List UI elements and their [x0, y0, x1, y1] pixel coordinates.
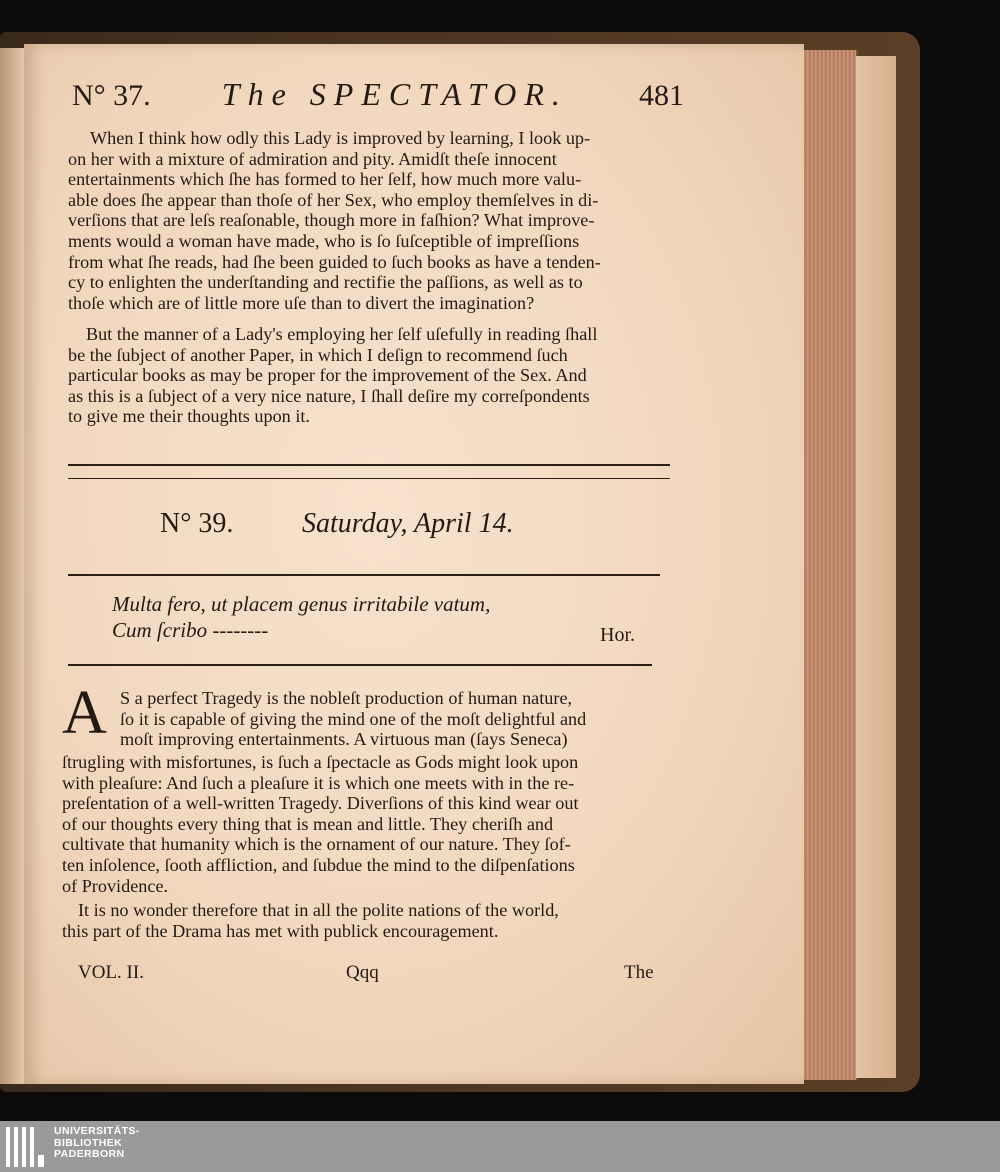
footer-signature: Qqq — [346, 962, 379, 983]
paragraph-1: When I think how odly this Lady is improved by learning, I look up- on her with a mixture of admiration and pity. Amidſt theſe innocent entertainments which ſhe has formed to her ſelf, how much more valu- able does ſhe appear than thoſe of her Sex, who employ themſelves in di- verſions that are leſs reaſonable, though more in faſhion? What improve- ments would a woman have made, who is ſo ſuſceptible of impreſſions from what ſhe reads, had ſhe been guided to ſuch books as have a tenden- cy to enlighten the underſtanding and rectifie the paſſions, as well as to thoſe which are of little more uſe than to divert the imagination? — [68, 128, 601, 313]
flyleaf — [856, 56, 896, 1078]
left-page-edge — [0, 48, 26, 1084]
motto-author: Hor. — [600, 624, 635, 646]
drop-cap: A — [62, 679, 107, 747]
essay-lead-lines: S a perfect Tragedy is the nobleſt production of human nature, ſo it is capable of giving the mind one of the moſt delightful and moſt improving entertainments. A virtuous man (ſays Seneca) — [120, 688, 587, 750]
rule-below-motto — [68, 664, 652, 666]
issue-date: Saturday, April 14. — [302, 508, 514, 539]
page-number: 481 — [638, 79, 684, 112]
library-name — [54, 1126, 140, 1161]
footer-volume: VOL. II. — [78, 962, 144, 983]
rule-above-motto — [68, 574, 660, 576]
issue-heading — [160, 508, 560, 548]
library-line-1: UNIVERSITÄTS- — [54, 1125, 140, 1137]
header-title: The SPECTATOR. — [221, 76, 568, 112]
footer-catchword: The — [624, 962, 654, 983]
library-bar — [0, 1121, 1000, 1172]
library-line-3: PADERBORN — [54, 1148, 125, 1160]
essay-paragraph-2: It is no wonder therefore that in all the polite nations of the world, this part of the Drama has met with publick encouragement. — [62, 900, 559, 941]
double-rule-bottom — [68, 478, 670, 479]
paragraph-2: But the manner of a Lady's employing her ſelf uſefully in reading ſhall be the ſubject of another Paper, in which I deſign to recommend ſuch particular books as may be proper for the improvement of the Sex. And as this is a ſubject of a very nice nature, I ſhall deſire my correſpondents to give me their thoughts upon it. — [68, 324, 598, 427]
library-logo-icon — [4, 1125, 48, 1169]
motto-line-1: Multa fero, ut placem genus irritabile vatum, — [112, 592, 491, 616]
issue-number: N° 39. — [160, 508, 234, 539]
double-rule-top — [68, 464, 670, 466]
page-edges — [796, 50, 858, 1080]
library-line-2: BIBLIOTHEK — [54, 1136, 123, 1149]
essay-body: ſtrugling with misfortunes, is ſuch a ſpectacle as Gods might look upon with pleaſure: And ſuch a pleaſure it is which one meets with in the re- preſentation of a well-written Tragedy. Diverſions of this kind wear out of our thoughts every thing that is mean and little. They cheriſh and cultivate that humanity which is the ornament of our nature. They ſof- ten inſolence, ſooth affliction, and ſubdue the mind to the diſpenſations of Providence. — [62, 752, 579, 896]
motto-line-2: Cum ſcribo -------- — [112, 618, 269, 642]
running-header — [72, 76, 684, 126]
header-number: N° 37. — [72, 79, 151, 112]
